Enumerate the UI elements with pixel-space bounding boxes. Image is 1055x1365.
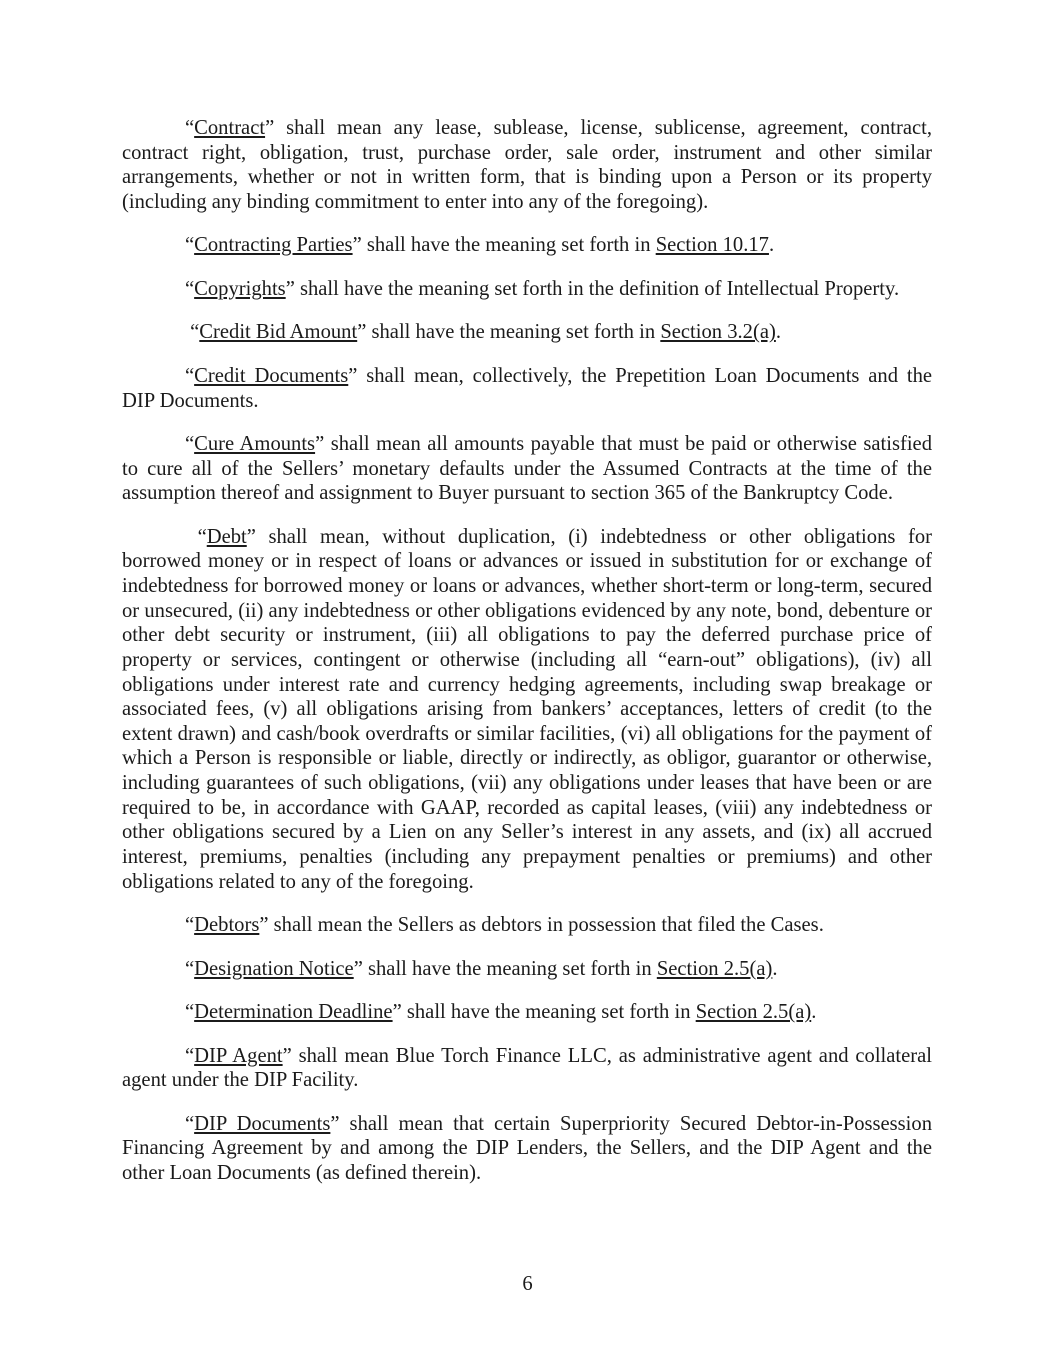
paragraph-text: ” shall mean, collectively, the Prepetition Loan Documents and the DIP Documents. (122, 364, 933, 412)
paragraph-text: “ (185, 957, 195, 980)
underlined-term: Section 2.5(a) (695, 1001, 812, 1024)
paragraph-text: “ (185, 433, 195, 456)
underlined-term: Copyrights (194, 277, 286, 300)
definition-determination-deadline (122, 1000, 932, 1025)
paragraph-text: “ (185, 1112, 195, 1135)
paragraph-text: “ (185, 914, 195, 937)
underlined-term: Credit Bid Amount (199, 321, 358, 344)
paragraph-text: ” shall have the meaning set forth in (352, 234, 656, 257)
underlined-term: Designation Notice (194, 957, 354, 980)
definition-credit-bid-amount (122, 320, 932, 345)
paragraph-text: “ (185, 1044, 195, 1067)
underlined-term: Contract (194, 117, 266, 139)
paragraph-text: ” shall mean all amounts payable that must be paid or otherwise satisfied to cure all of the Sellers’ monetary defaults under the Assumed Contracts at the time of the assumption thereof and assignment to Buyer pursuant to section 365 of the Bankruptcy Code. (122, 433, 932, 505)
underlined-term: Section 3.2(a) (660, 321, 776, 344)
underlined-term: Section 10.17 (655, 234, 769, 257)
paragraph-text: “ (185, 364, 195, 387)
paragraph-text: . (772, 957, 778, 980)
paragraph-text: “ (185, 1001, 195, 1024)
underlined-term: DIP Agent (194, 1044, 283, 1067)
paragraph-text: . (811, 1001, 817, 1024)
paragraph-text: ” shall have the meaning set forth in the definition of Intellectual Property. (285, 277, 900, 300)
paragraph-text: “ (185, 277, 195, 300)
underlined-term: Debt (206, 525, 247, 548)
underlined-term: DIP Documents (194, 1112, 331, 1135)
definition-debt (122, 525, 932, 894)
underlined-term: Determination Deadline (194, 1001, 393, 1024)
definition-cure-amounts (122, 432, 932, 506)
paragraph-text: ” shall have the meaning set forth in (353, 957, 657, 980)
definition-dip-agent (122, 1044, 932, 1093)
definition-designation-notice (122, 957, 932, 982)
paragraph-text: ” shall mean any lease, sublease, license, sublicense, agreement, contract, contract right, obligation, trust, purchase order, sale order, instrument and other similar arrangements, whether or not in written form, that is binding upon a Person or its property (including any binding commitment to enter into any of the foregoing). (122, 117, 932, 213)
underlined-term: Cure Amounts (194, 433, 316, 456)
definition-dip-documents (122, 1112, 932, 1186)
underlined-term: Contracting Parties (194, 234, 353, 257)
paragraph-text: “ (185, 234, 195, 257)
paragraph-text: ” shall have the meaning set forth in (392, 1001, 696, 1024)
definition-contracting-parties (122, 233, 932, 258)
definition-credit-documents (122, 364, 932, 413)
paragraph-text: “ (185, 117, 195, 139)
underlined-term: Credit Documents (194, 364, 349, 387)
paragraph-text: . (768, 234, 775, 257)
paragraph-text: ” shall mean Blue Torch Finance LLC, as administrative agent and collateral agent under the DIP Facility. (122, 1044, 932, 1092)
underlined-term: Section 2.5(a) (656, 957, 773, 980)
definition-contract (122, 116, 932, 215)
page-number: 6 (522, 1273, 533, 1295)
definition-copyrights (122, 277, 932, 302)
paragraph-text: ” shall mean that certain Superpriority Secured Debtor-in-Possession Financing Agreement by and among the DIP Lenders, the Sellers, and the DIP Agent and the other Loan Documents (as defined therein). (122, 1112, 932, 1185)
paragraph-text: ” shall mean the Sellers as debtors in possession that filed the Cases. (259, 914, 824, 937)
document-body (122, 116, 932, 1186)
paragraph-text: “ (185, 525, 207, 548)
underlined-term: Debtors (194, 914, 260, 937)
definition-debtors (122, 913, 932, 938)
paragraph-text: . (775, 321, 781, 344)
paragraph-text: “ (185, 321, 200, 344)
paragraph-text: ” shall mean, without duplication, (i) indebtedness or other obligations for borrowed money or in respect of loans or advances or issued in substitution for or exchange of indebtedness for borrowed money or loans or advances, whether short-term or long-term, secured or unsecured, (ii) any indebtedness or other obligations evidenced by any note, bond, debenture or other debt security or instrument, (iii) all obligations to pay the deferred purchase price of property or services, contingent or otherwise (including all “earn-out” obligations), (iv) all obligations under interest rate and currency hedging agreements, including swap breakage or associated fees, (v) all obligations arising from bankers’ acceptances, letters of credit (to the extent drawn) and cash/book overdrafts or similar facilities, (vi) all obligations for the payment of which a Person is responsible or liable, directly or indirectly, as obligor, guarantor or otherwise, including guarantees of such obligations, (vii) any obligations under leases that have been or are required to be, in accordance with GAAP, recorded as capital leases, (viii) any indebtedness or other obligations secured by a Lien on any Seller’s interest in any assets, and (ix) all accrued interest, premiums, penalties (including any prepayment penalties or premiums) and other obligations related to any of the foregoing. (122, 525, 932, 893)
paragraph-text: ” shall have the meaning set forth in (357, 321, 661, 344)
